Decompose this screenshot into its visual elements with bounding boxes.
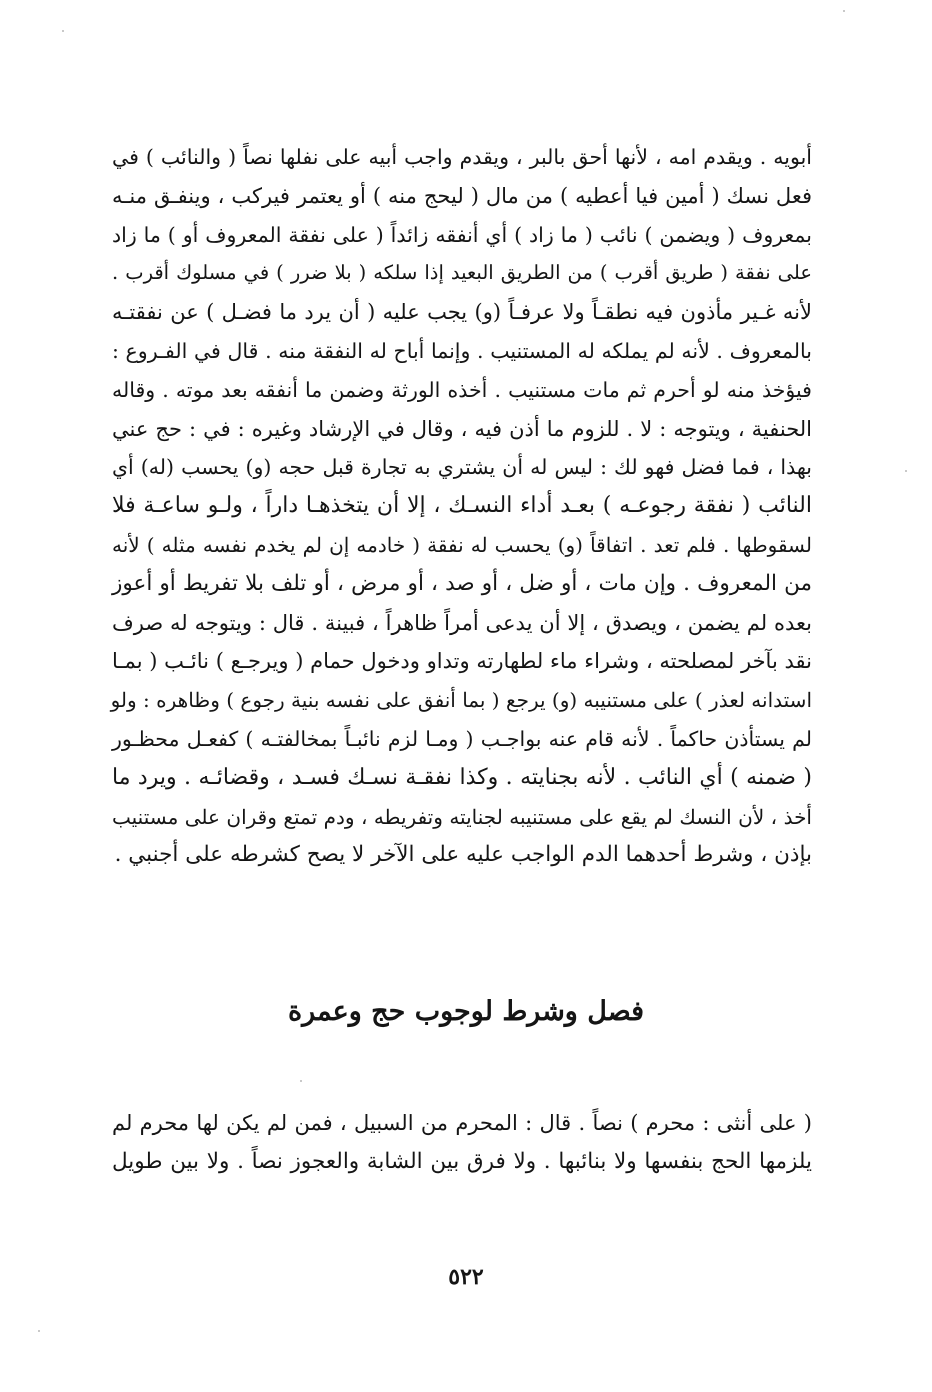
text-line: أبويه . ويقدم امه ، لأنها أحق بالبر ، ويقدم واجب أبيه على نفلها نصاً ( والنائب ) في xyxy=(112,145,812,169)
scan-speck xyxy=(843,10,845,12)
text-line: أخذ ، لأن النسك لم يقع على مستنيبه لجنايته وتفريطه ، ودم تمتع وقران على مستنيب xyxy=(112,804,812,829)
second-paragraph xyxy=(112,1104,812,1182)
text-line: بإذن ، وشرط أحدهما الدم الواجب عليه على الآخر لا يصح كشرطه على أجنبي . xyxy=(114,842,812,868)
text-line: الحنفية ، ويتوجه : لا . للزوم ما أذن فيه ، وقال في الإرشاد وغيره : في : حج عني xyxy=(112,416,812,441)
text-line: بعده لم يضمن ، ويصدق ، إلا أن يدعى أمراً ظاهراً ، فبينة . قال : ويتوجه له صرف xyxy=(112,610,812,635)
text-line: ( على أنثى : محرم ) نصاً . قال : المحرم من السبيل ، فمن لم يكن لها محرم لم xyxy=(112,1111,812,1135)
text-line: النائب ( نفقة رجوعـه ) بعـد أداء النسـك ، إلا أن يتخذهـا داراً ، ولـو ساعـة فلا xyxy=(112,493,812,519)
text-line: على نفقة ( طريق أقرب ) من الطريق البعيد إذا سلكه ( بلا ضرر ) في مسلوك أقرب . xyxy=(112,261,812,285)
section-heading: فصل وشرط لوجوب حج وعمرة xyxy=(287,996,645,1027)
text-line: ( ضمنه ) أي النائب . لأنه بجنايته . وكذا نفقـة نسـك فسـد ، وقضائـه . ويرد ما xyxy=(112,764,812,790)
text-line: نقد بآخر لمصلحته ، وشراء ماء لطهارته وتداو ودخول حمام ( ويرجـع ) نائـب ( بمـا xyxy=(112,649,812,674)
text-line: لسقوطها . فلم تعد . اتفاقاً (و) يحسب له نفقة ( خادمه إن لم يخدم نفسه مثله ) لأنه xyxy=(112,532,812,557)
text-line: لأنه غـير مأذون فيه نطقـاً ولا عرفـاً (و) يجب عليه ( أن يرد ما فضـل ) عن نفقتـه xyxy=(112,300,812,325)
scan-speck xyxy=(905,470,907,472)
main-paragraph xyxy=(112,138,812,875)
text-line: فعل نسك ( أمين فيا أعطيه ) من مال ( ليحج منه ) أو يعتمر فيركب ، وينفـق منـه xyxy=(112,183,812,208)
text-line: فيؤخذ منه لو أحرم ثم مات مستنيب . أخذه الورثة وضمن ما أنفقه بعد موته . وقاله xyxy=(112,377,812,402)
text-line: بهذا ، فما فضل فهو لك : ليس له أن يشتري به تجارة قبل حجه (و) يحسب (له) أي xyxy=(112,455,812,480)
text-line: من المعروف . وإن مات ، أو ضل ، أو صد ، أو مرض ، أو تلف بلا تفريط أو أعوز xyxy=(112,570,812,596)
text-line: لم يستأذن حاكماً . لأنه قام عنه بواجـب ( ومـا لزم نائبـاً بمخالفتـه ) كفعـل محظـور xyxy=(112,726,812,751)
scan-speck xyxy=(62,30,64,32)
text-line: يلزمها الحج بنفسها ولا بنائبها . ولا فرق بين الشابة والعجوز نصاً . ولا بين طويل xyxy=(112,1148,812,1174)
text-line: بمعروف ( ويضمن ) نائب ( ما زاد ) أي أنفقه زائداً ( على نفقة المعروف أو ) ما زاد xyxy=(112,222,812,247)
page-number: ٥٢٢ xyxy=(448,1264,484,1290)
text-line: استدانه لعذر ) على مستنيبه (و) يرجع ( بما أنفق على نفسه بنية رجوع ) وظاهره : ولو xyxy=(110,688,812,713)
text-line: بالمعروف . لأنه لم يملكه له المستنيب . وإنما أباح له النفقة منه . قال في الفـروع : xyxy=(112,338,812,363)
scan-speck xyxy=(300,1080,302,1082)
scan-speck xyxy=(38,1330,40,1332)
